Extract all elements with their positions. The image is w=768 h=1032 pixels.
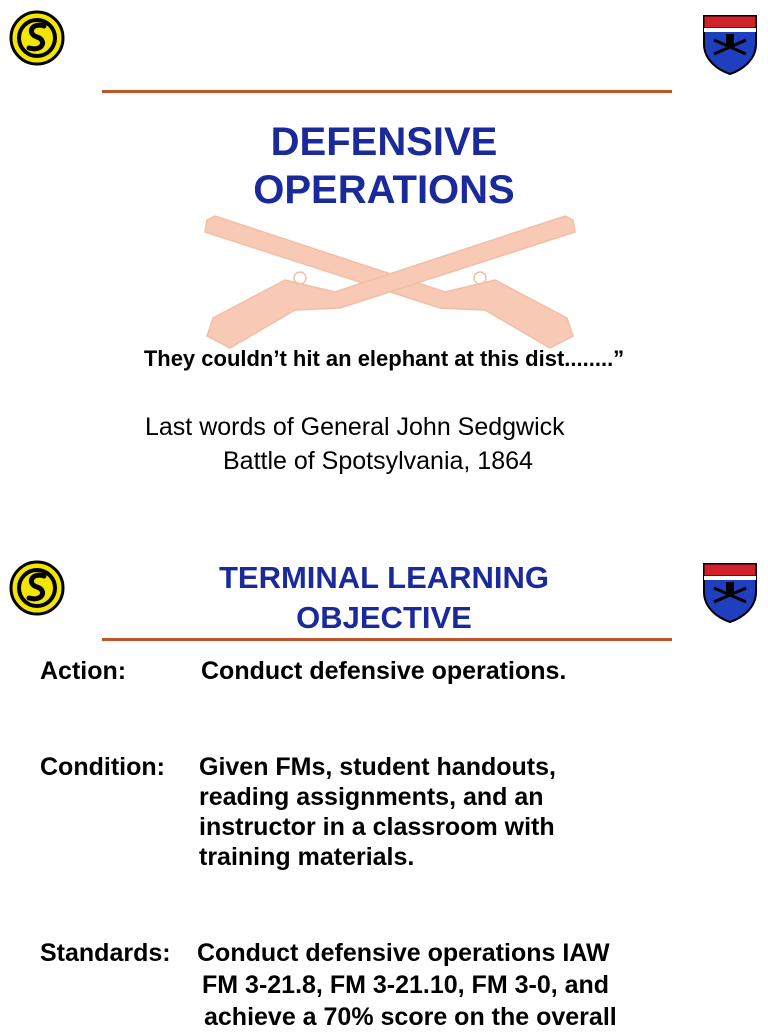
attribution-line-2: Battle of Spotsylvania, 1864 bbox=[223, 447, 533, 475]
title-line-1: TERMINAL LEARNING bbox=[218, 560, 550, 595]
condition-label: Condition: bbox=[40, 753, 165, 781]
standards-label: Standards: bbox=[40, 939, 171, 967]
crossed-rifles-icon bbox=[195, 210, 585, 360]
shield-insignia-icon bbox=[700, 10, 760, 76]
divider-rule bbox=[102, 638, 672, 641]
quote-attribution bbox=[145, 410, 565, 478]
slide-title bbox=[0, 558, 768, 638]
title-line-2: OBJECTIVE bbox=[296, 600, 472, 635]
action-text: Conduct defensive operations. bbox=[201, 657, 567, 685]
slide-terminal-learning-objective bbox=[0, 530, 768, 1031]
title-line-1: DEFENSIVE bbox=[270, 120, 498, 164]
condition-line: instructor in a classroom with bbox=[199, 813, 555, 841]
condition-line: Given FMs, student handouts, bbox=[199, 753, 556, 781]
sedgwick-quote: They couldn’t hit an elephant at this dist........” bbox=[143, 346, 625, 371]
standards-line: FM 3-21.8, FM 3-21.10, FM 3-0, and bbox=[202, 971, 610, 999]
condition-line: reading assignments, and an bbox=[199, 783, 544, 811]
condition-line: training materials. bbox=[199, 843, 415, 871]
standards-line: achieve a 70% score on the overall bbox=[204, 1003, 617, 1031]
standards-line: Conduct defensive operations IAW bbox=[197, 939, 610, 967]
slide-title bbox=[0, 118, 768, 214]
divider-rule bbox=[102, 90, 672, 93]
attribution-line-1: Last words of General John Sedgwick bbox=[145, 413, 565, 441]
title-line-2: OPERATIONS bbox=[253, 168, 515, 212]
ocs-emblem-icon bbox=[9, 10, 65, 66]
action-label: Action: bbox=[40, 657, 127, 685]
